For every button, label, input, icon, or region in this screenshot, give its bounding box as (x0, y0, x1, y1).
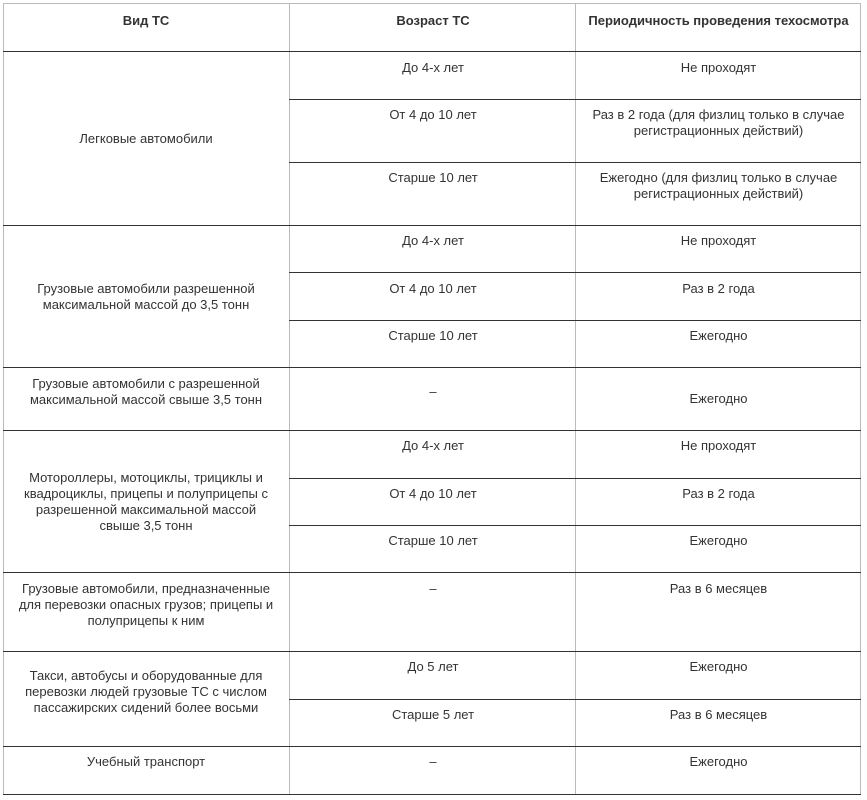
age-cell: До 4-х лет (402, 438, 464, 453)
vehicle-type-cell: Мотороллеры, мотоциклы, трициклы и квадроциклы, прицепы и полуприцепы с разрешенной максимальной массой свыше 3,5 тонн (24, 469, 268, 533)
age-cell: До 5 лет (407, 659, 459, 674)
age-cell: От 4 до 10 лет (389, 107, 477, 122)
period-cell: Ежегодно (для физлиц только в случае регистрационных действий) (599, 170, 838, 201)
vehicle-type-cell: Грузовые автомобили с разрешенной максимальной массой свыше 3,5 тонн (29, 376, 263, 407)
period-cell: Ежегодно (689, 754, 748, 769)
period-cell: Раз в 2 года (682, 281, 755, 296)
age-cell: До 4-х лет (402, 233, 464, 248)
vehicle-type-cell: Такси, автобусы и оборудованные для перевозки людей грузовые ТС с числом пассажирских сидений более восьми (25, 668, 267, 715)
age-cell: Старше 10 лет (388, 328, 478, 343)
age-cell: От 4 до 10 лет (389, 281, 477, 296)
header-vehicle-type: Вид ТС (122, 13, 170, 28)
vehicle-type-cell: Легковые автомобили (79, 130, 213, 146)
inspection-table (3, 3, 861, 795)
vehicle-type-cell: Грузовые автомобили разрешенной максимальной массой до 3,5 тонн (37, 280, 255, 312)
age-cell: До 4-х лет (402, 60, 464, 75)
vehicle-type-cell: Учебный транспорт (86, 754, 206, 769)
period-cell: Ежегодно (689, 659, 748, 674)
age-cell: – (429, 581, 437, 596)
age-cell: – (429, 754, 437, 769)
period-cell: Не проходят (680, 233, 757, 248)
header-vehicle-age: Возраст ТС (396, 13, 470, 28)
age-cell: – (429, 384, 437, 399)
period-cell: Не проходят (680, 438, 757, 453)
vehicle-type-cell: Грузовые автомобили, предназначенные для перевозки опасных грузов; прицепы и полуприцепы к ним (18, 581, 274, 628)
period-cell: Раз в 6 месяцев (669, 581, 768, 596)
age-cell: Старше 5 лет (391, 707, 475, 722)
period-cell: Ежегодно (689, 391, 748, 406)
period-cell: Раз в 2 года (для физлиц только в случае регистрационных действий) (592, 107, 845, 138)
age-cell: Старше 10 лет (388, 533, 478, 548)
age-cell: Старше 10 лет (388, 170, 478, 185)
age-cell: От 4 до 10 лет (389, 486, 477, 501)
period-cell: Не проходят (680, 60, 757, 75)
period-cell: Раз в 2 года (682, 486, 755, 501)
header-inspection-period: Периодичность проведения техосмотра (588, 13, 849, 28)
period-cell: Раз в 6 месяцев (669, 707, 768, 722)
period-cell: Ежегодно (689, 533, 748, 548)
period-cell: Ежегодно (689, 328, 748, 343)
